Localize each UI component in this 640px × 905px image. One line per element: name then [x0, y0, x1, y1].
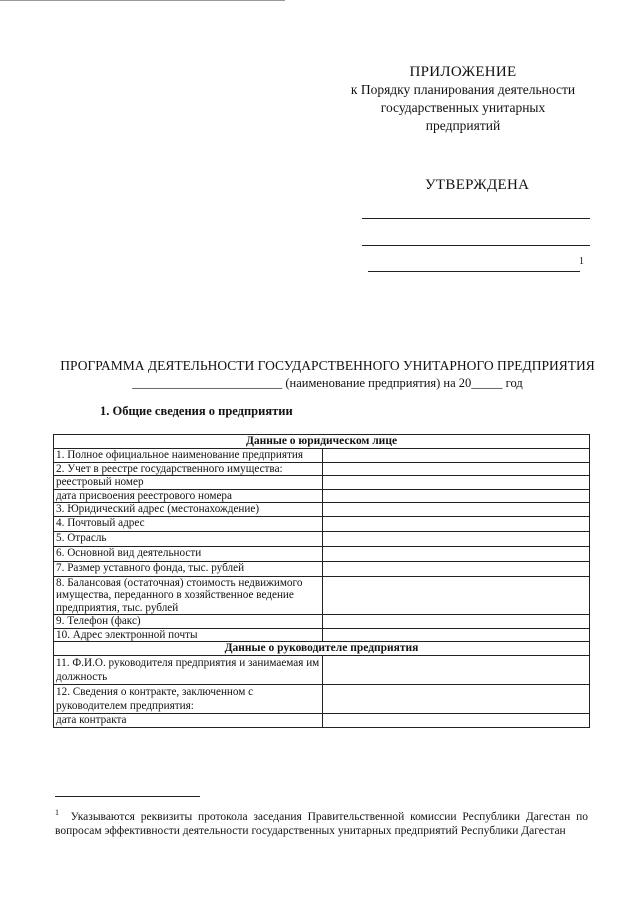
table-row [54, 714, 590, 728]
top-scan-rule [0, 0, 285, 1]
table-row [54, 531, 590, 546]
table-row [54, 546, 590, 561]
table-row [54, 576, 590, 615]
appendix-line-3: предприятий [425, 118, 501, 133]
row-label: 4. Почтовый адрес [54, 516, 323, 531]
value-cell[interactable] [323, 531, 590, 546]
value-cell[interactable] [323, 462, 590, 476]
row-label: дата присвоения реестрового номера [54, 489, 323, 503]
value-cell[interactable] [323, 615, 590, 629]
row-label: 5. Отрасль [54, 531, 323, 546]
table-row [54, 516, 590, 531]
table-row [54, 656, 590, 685]
footnote-divider [55, 796, 200, 797]
appendix-title: ПРИЛОЖЕНИЕ [409, 64, 517, 80]
row-label: 10. Адрес электронной почты [54, 628, 323, 642]
row-label: реестровый номер [54, 476, 323, 490]
value-cell[interactable] [323, 449, 590, 463]
value-cell[interactable] [323, 561, 590, 576]
value-cell[interactable] [323, 476, 590, 490]
row-label: 12. Сведения о контракте, заключенном с руководителем предприятия: [54, 685, 323, 714]
value-cell[interactable] [323, 489, 590, 503]
signature-line-3 [368, 271, 580, 272]
row-label: 9. Телефон (факс) [54, 615, 323, 629]
row-label: 8. Балансовая (остаточная) стоимость недвижимого имущества, переданного в хозяйственное ведение предприятия, тыс. рублей [54, 576, 323, 615]
table-row [54, 615, 590, 629]
header-enterprise-head: Данные о руководителе предприятия [54, 642, 590, 656]
value-cell[interactable] [323, 546, 590, 561]
table-row [54, 628, 590, 642]
program-subtitle: ________________________ (наименование предприятия) на 20_____ год [132, 376, 523, 390]
table-row [54, 449, 590, 463]
footnote-text: Указываются реквизиты протокола заседания Правительственной комиссии Республики Дагестан по вопросам эффективности деятельности государственных унитарных предприятий Республики Дагестан [55, 810, 589, 837]
program-title: ПРОГРАММА ДЕЯТЕЛЬНОСТИ ГОСУДАРСТВЕННОГО УНИТАРНОГО ПРЕДПРИЯТИЯ [60, 358, 595, 373]
section-title: 1. Общие сведения о предприятии [100, 404, 293, 418]
value-cell[interactable] [323, 576, 590, 615]
appendix-line-2: государственных унитарных [380, 100, 546, 115]
signature-line-1 [362, 218, 590, 219]
footnote-marker: 1 [55, 808, 59, 817]
table-section-header [54, 642, 590, 656]
row-label: дата контракта [54, 714, 323, 728]
value-cell[interactable] [323, 503, 590, 517]
value-cell[interactable] [323, 656, 590, 685]
row-label: 1. Полное официальное наименование предприятия [54, 449, 323, 463]
value-cell[interactable] [323, 628, 590, 642]
row-label: 7. Размер уставного фонда, тыс. рублей [54, 561, 323, 576]
row-label: 2. Учет в реестре государственного имущества: [54, 462, 323, 476]
row-label: 11. Ф.И.О. руководителя предприятия и занимаемая им должность [54, 656, 323, 685]
footnote [55, 806, 588, 838]
value-cell[interactable] [323, 714, 590, 728]
appendix-block [318, 63, 608, 135]
row-label: 3. Юридический адрес (местонахождение) [54, 503, 323, 517]
table-row [54, 561, 590, 576]
footnote-reference: 1 [579, 256, 584, 267]
appendix-line-1: к Порядку планирования деятельности [350, 82, 576, 97]
table-row [54, 685, 590, 714]
header-legal-entity: Данные о юридическом лице [54, 435, 590, 449]
table-section-header [54, 435, 590, 449]
value-cell[interactable] [323, 685, 590, 714]
approved-label: УТВЕРЖДЕНА [425, 177, 530, 193]
table-row [54, 489, 590, 503]
table-row [54, 476, 590, 490]
value-cell[interactable] [323, 516, 590, 531]
signature-line-2 [362, 245, 590, 246]
enterprise-info-table [53, 434, 590, 728]
table-row [54, 462, 590, 476]
row-label: 6. Основной вид деятельности [54, 546, 323, 561]
table-row [54, 503, 590, 517]
